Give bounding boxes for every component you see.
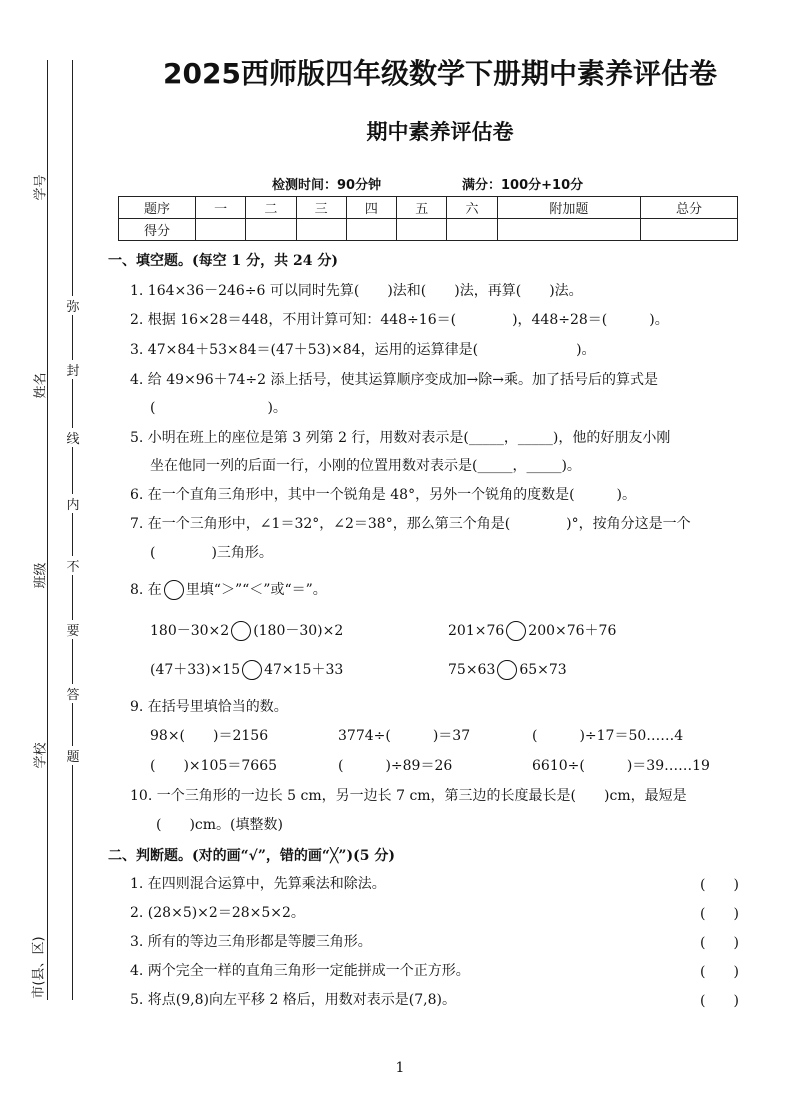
seal-char: 内 — [66, 494, 80, 513]
table-header-cell: 题序 — [119, 197, 196, 219]
compare-left: 180－30×2 — [150, 623, 230, 639]
page-number: 1 — [395, 1060, 405, 1076]
class-label: 班级 — [33, 562, 49, 589]
question-4-answer: ( )。 — [150, 400, 287, 416]
table-header-cell: 总分 — [641, 197, 738, 219]
seal-char: 要 — [66, 620, 80, 639]
score-cell[interactable] — [296, 219, 346, 241]
question-10-cont: ( )cm。(填整数) — [156, 817, 283, 833]
city-label: 市(县、区) — [31, 936, 47, 999]
school-label: 学校 — [33, 742, 49, 769]
table-header-cell: 四 — [346, 197, 396, 219]
page-subtitle: 期中素养评估卷 — [366, 120, 514, 144]
table-header-cell: 一 — [196, 197, 246, 219]
judge-item: 4. 两个完全一样的直角三角形一定能拼成一个正方形。 — [130, 963, 470, 979]
table-header-cell: 六 — [447, 197, 497, 219]
judge-answer-box[interactable]: ( ) — [700, 877, 739, 893]
section2-title: 二、判断题。(对的画“√”，错的画“╳”)(5 分) — [108, 848, 395, 864]
judge-answer-box[interactable]: ( ) — [700, 906, 739, 922]
question-7: 7. 在一个三角形中，∠1＝32°，∠2＝38°，那么第三个角是( )°，按角分这是一个 — [130, 516, 691, 532]
fill-item: ( )÷89＝26 — [338, 758, 453, 774]
judge-item: 2. (28×5)×2＝28×5×2。 — [130, 905, 305, 921]
score-cell[interactable] — [196, 219, 246, 241]
judge-item: 1. 在四则混合运算中，先算乘法和除法。 — [130, 876, 386, 892]
question-3: 3. 47×84＋53×84＝(47＋53)×84，运用的运算律是( )。 — [130, 342, 596, 358]
circle-icon — [164, 580, 184, 600]
table-row-label: 得分 — [119, 219, 196, 241]
seal-char: 线 — [66, 428, 80, 447]
fill-item: ( )÷17＝50……4 — [532, 728, 684, 744]
question-8-prefix: 8. 在 — [130, 582, 162, 598]
question-5: 5. 小明在班上的座位是第 3 列第 2 行，用数对表示是(_____，_____)，他的好朋友小刚 — [130, 430, 671, 446]
compare-circle-input[interactable] — [497, 660, 517, 680]
table-header-cell: 三 — [296, 197, 346, 219]
question-8 — [130, 580, 327, 600]
compare-left: (47＋33)×15 — [150, 662, 241, 678]
name-label: 姓名 — [33, 372, 49, 399]
judge-answer-box[interactable]: ( ) — [700, 993, 739, 1009]
compare-item — [150, 660, 343, 680]
table-header-cell: 附加题 — [497, 197, 641, 219]
compare-right: 65×73 — [519, 662, 567, 678]
seal-char: 题 — [66, 746, 80, 765]
score-cell[interactable] — [246, 219, 296, 241]
section1-title: 一、填空题。(每空 1 分，共 24 分) — [108, 253, 338, 269]
compare-left: 201×76 — [448, 623, 505, 639]
compare-item — [150, 621, 343, 641]
compare-circle-input[interactable] — [242, 660, 262, 680]
exam-time: 检测时间：90分钟 — [272, 178, 382, 193]
fill-item: 6610÷( )＝39……19 — [532, 758, 710, 774]
binding-line-right — [72, 60, 73, 1000]
compare-circle-input[interactable] — [231, 621, 251, 641]
score-cell[interactable] — [397, 219, 447, 241]
judge-answer-box[interactable]: ( ) — [700, 964, 739, 980]
score-table — [118, 196, 738, 241]
compare-item — [448, 621, 616, 641]
seal-char: 不 — [66, 556, 80, 575]
seal-char: 答 — [66, 684, 80, 703]
fill-item: 3774÷( )＝37 — [338, 728, 471, 744]
compare-right: 200×76＋76 — [528, 623, 617, 639]
question-9: 9. 在括号里填恰当的数。 — [130, 699, 288, 715]
compare-circle-input[interactable] — [506, 621, 526, 641]
full-score: 满分：100分+10分 — [462, 178, 584, 193]
question-4: 4. 给 49×96＋74÷2 添上括号，使其运算顺序变成加→除→乘。加了括号后的算式是 — [130, 372, 658, 388]
score-table-header-row — [119, 197, 738, 219]
question-1: 1. 164×36－246÷6 可以同时先算( )法和( )法，再算( )法。 — [130, 283, 583, 299]
compare-right: 47×15＋33 — [264, 662, 344, 678]
judge-item: 5. 将点(9,8)向左平移 2 格后，用数对表示是(7,8)。 — [130, 992, 456, 1008]
question-7-cont: ( )三角形。 — [150, 545, 273, 561]
score-cell[interactable] — [497, 219, 641, 241]
score-table-score-row — [119, 219, 738, 241]
judge-item: 3. 所有的等边三角形都是等腰三角形。 — [130, 934, 372, 950]
binding-line-left — [47, 60, 48, 1000]
score-cell[interactable] — [447, 219, 497, 241]
judge-answer-box[interactable]: ( ) — [700, 935, 739, 951]
student-id-label: 学号 — [33, 174, 49, 201]
compare-right: (180－30)×2 — [253, 623, 344, 639]
question-2: 2. 根据 16×28＝448，不用计算可知：448÷16＝( )，448÷28＝( )。 — [130, 312, 669, 328]
page-title: 2025西师版四年级数学下册期中素养评估卷 — [163, 57, 717, 90]
fill-item: ( )×105＝7665 — [150, 758, 278, 774]
score-cell[interactable] — [346, 219, 396, 241]
question-5-cont: 坐在他同一列的后面一行，小刚的位置用数对表示是(_____，_____)。 — [150, 458, 581, 474]
score-cell[interactable] — [641, 219, 738, 241]
seal-char: 封 — [66, 360, 80, 379]
fill-item: 98×( )＝2156 — [150, 728, 269, 744]
question-10: 10. 一个三角形的一边长 5 cm，另一边长 7 cm，第三边的长度最长是( )cm，最短是 — [130, 788, 687, 804]
table-header-cell: 二 — [246, 197, 296, 219]
compare-left: 75×63 — [448, 662, 496, 678]
table-header-cell: 五 — [397, 197, 447, 219]
compare-item — [448, 660, 567, 680]
question-8-suffix: 里填“＞”“＜”或“＝”。 — [185, 582, 327, 598]
seal-char: 弥 — [66, 296, 80, 315]
question-6: 6. 在一个直角三角形中，其中一个锐角是 48°，另外一个锐角的度数是( )。 — [130, 487, 636, 503]
